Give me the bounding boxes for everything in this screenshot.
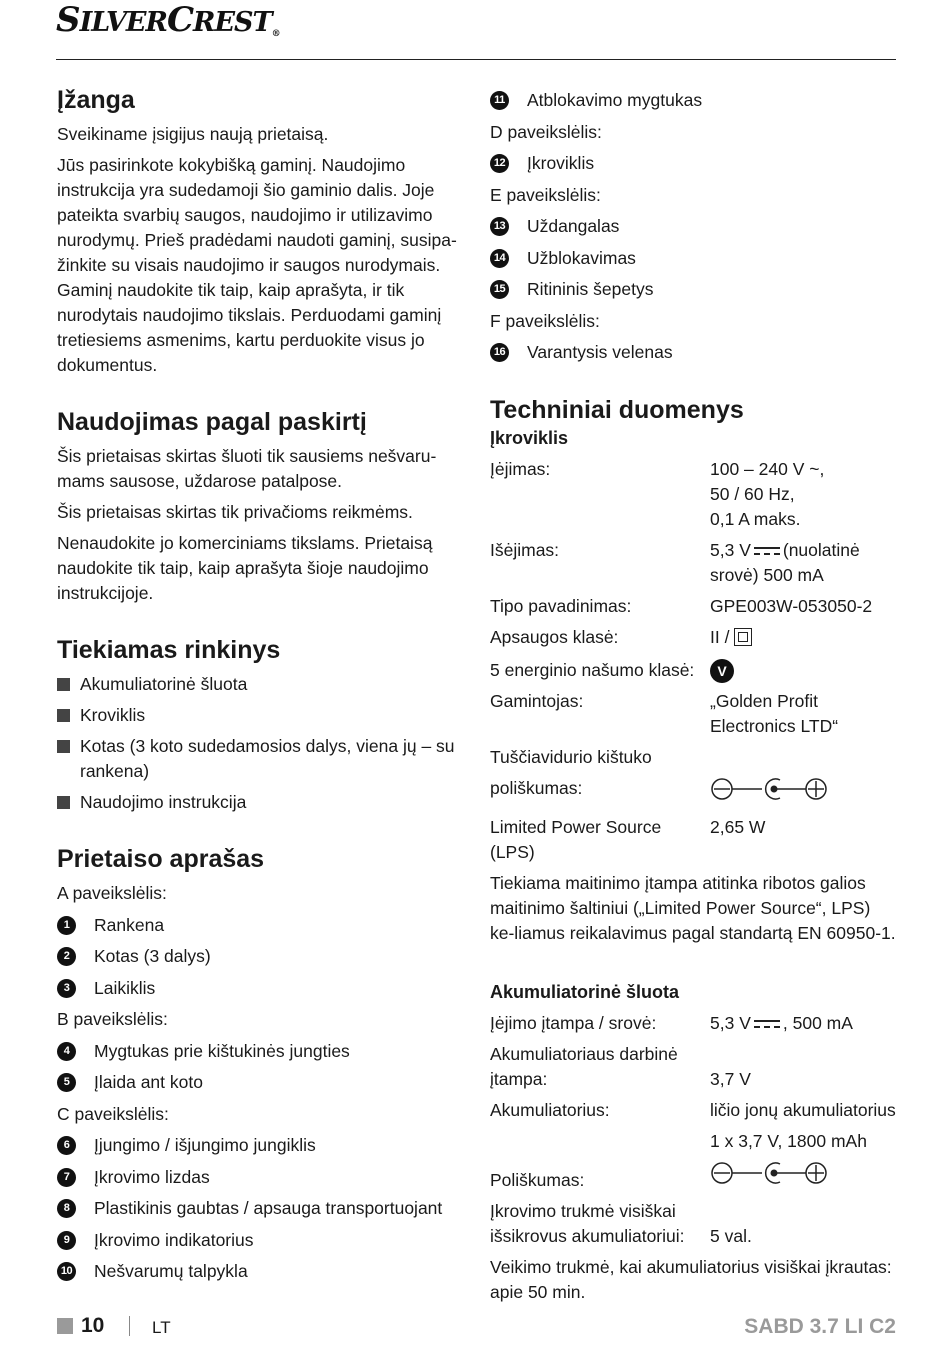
figure-label: B paveikslėlis:: [57, 1009, 168, 1029]
subsection-title-broom: Akumuliatorinė šluota: [490, 981, 680, 1002]
section-title-intro: Įžanga: [57, 86, 135, 114]
number-badge-icon: 2: [57, 947, 76, 966]
spec-row-polarity: poliškumas:: [490, 776, 898, 809]
footer-divider: [129, 1316, 130, 1336]
bullet-square-icon: [57, 678, 70, 691]
subsection-title-charger: Įkroviklis: [490, 427, 569, 448]
spec-row-battery: Akumuliatorius: ličio jonų akumuliatorius 1 x 3,7 V, 1800 mAh: [490, 1099, 896, 1151]
polarity-icon: [710, 1160, 830, 1186]
number-badge-icon: 3: [57, 979, 76, 998]
list-item: 11 Atblokavimo mygtukas: [490, 88, 898, 113]
list-item: 6 Įjungimo / išjungimo jungiklis: [57, 1133, 457, 1158]
spec-row-efficiency: 5 energinio našumo klasė: V: [490, 658, 898, 683]
list-item: 12 Įkroviklis: [490, 151, 898, 176]
list-item: Akumuliatorinė šluota: [57, 672, 457, 697]
section-title-tech: Techniniai duomenys: [490, 395, 744, 424]
protection-class-ii-icon: [734, 628, 752, 646]
number-badge-icon: 14: [490, 249, 509, 268]
spec-row-protection: Apsaugos klasė: II /: [490, 625, 898, 650]
number-badge-icon: 1: [57, 916, 76, 935]
spec-row-operating-voltage: Akumuliatoriaus darbinė įtampa: 3,7 V: [490, 1043, 751, 1089]
section-title-scope: Tiekiamas rinkinys: [57, 636, 281, 664]
spec-row-polarity-2: Poliškumas:: [490, 1160, 898, 1193]
number-badge-icon: 10: [57, 1262, 76, 1281]
list-item: 10 Nešvarumų talpykla: [57, 1259, 457, 1284]
number-badge-icon: 7: [57, 1168, 76, 1187]
spec-row-output: Išėjimas: 5,3 V (nuolatinė srovė) 500 mA: [490, 539, 860, 585]
number-badge-icon: 15: [490, 280, 509, 299]
spec-row-type: Tipo pavadinimas: GPE003W-053050-2: [490, 595, 873, 616]
use-paragraph-3: Nenaudokite jo komerciniams tikslams. Prietaisą naudokite tik taip, kaip aprašyta šioje naudojimo instrukcijoje.: [57, 533, 433, 603]
number-badge-icon: 13: [490, 217, 509, 236]
list-item: 1 Rankena: [57, 913, 457, 938]
list-item: 15 Ritininis šepetys: [490, 277, 898, 302]
lps-note: Tiekiama maitinimo įtampa atitinka ribotos galios maitinimo šaltiniui („Limited Power Source“, LPS) ke-liamus reikalavimus pagal standartą EN 60950-1.: [490, 872, 896, 943]
list-item: 14 Užblokavimas: [490, 246, 898, 271]
bullet-square-icon: [57, 796, 70, 809]
left-column: [57, 84, 457, 1291]
model-name: SABD 3.7 LI C2: [744, 1315, 896, 1338]
number-badge-icon: 4: [57, 1042, 76, 1061]
language-code: LT: [152, 1318, 171, 1337]
figure-label: A paveikslėlis:: [57, 883, 167, 903]
page-number: 10: [81, 1314, 105, 1337]
footer-square-icon: [57, 1318, 73, 1334]
number-badge-icon: 5: [57, 1073, 76, 1092]
polarity-icon: [710, 776, 830, 802]
bullet-square-icon: [57, 709, 70, 722]
list-item: 2 Kotas (3 dalys): [57, 944, 457, 969]
header-rule: [56, 59, 896, 60]
list-item: 8 Plastikinis gaubtas / apsauga transportuojant: [57, 1196, 457, 1221]
use-paragraph-2: Šis prietaisas skirtas tik privačioms reikmėms.: [57, 502, 413, 522]
section-title-use: Naudojimas pagal paskirtį: [57, 408, 367, 436]
list-item: Kotas (3 koto sudedamosios dalys, viena jų – su rankena): [57, 734, 457, 784]
list-item: 13 Uždangalas: [490, 214, 898, 239]
number-badge-icon: 11: [490, 91, 509, 110]
spec-row-polarity-label: Tuščiavidurio kištuko: [490, 746, 652, 767]
spec-row-manufacturer: Gamintojas: „Golden Profit Electronics LTD“: [490, 690, 839, 736]
list-item: Naudojimo instrukcija: [57, 790, 457, 815]
list-item: 3 Laikiklis: [57, 976, 457, 1001]
brand-logo: SILVERCREST®: [56, 0, 280, 40]
right-column: [490, 88, 898, 1305]
spec-row-input: Įėjimas: 100 – 240 V ~, 50 / 60 Hz, 0,1 A maks.: [490, 458, 825, 529]
figure-label: C paveikslėlis:: [57, 1103, 169, 1124]
use-paragraph-1: Šis prietaisas skirtas šluoti tik sausiems nešvaru-mams sausose, uždarose patalpose.: [57, 446, 437, 491]
list-item: 7 Įkrovimo lizdas: [57, 1165, 457, 1190]
section-title-description: Prietaiso aprašas: [57, 845, 265, 873]
spec-row-charge-time: Įkrovimo trukmė visiškai išsikrovus akumuliatoriui: 5 val.: [490, 1200, 752, 1246]
figure-label: D paveikslėlis:: [490, 121, 602, 142]
figure-label: F paveikslėlis:: [490, 310, 600, 331]
number-badge-icon: 16: [490, 343, 509, 362]
intro-paragraph-2: Jūs pasirinkote kokybišką gaminį. Naudojimo instrukcija yra sudedamoji šio gaminio dalis. Joje pateikta svarbių saugos, naudojimo ir utilizavimo nurodymų. Prieš pradėdami naudoti gaminį, susipa-žinkite su visais naudojimo ir saugos nurodymais. Gaminį naudokite tik taip, kaip aprašyta, ir tik nurodytais naudojimo tikslais. Perduodami gaminį tretiesiems asmenims, kartu perduokite visus jo dokumentus.: [57, 155, 457, 375]
dc-symbol-icon: [754, 1020, 780, 1028]
page-footer: [57, 1313, 896, 1341]
list-item: 5 Įlaida ant koto: [57, 1070, 457, 1095]
bullet-square-icon: [57, 740, 70, 753]
figure-label: E paveikslėlis:: [490, 184, 601, 205]
dc-symbol-icon: [754, 547, 780, 555]
run-time-note: Veikimo trukmė, kai akumuliatorius visiškai įkrautas: apie 50 min.: [490, 1256, 892, 1302]
number-badge-icon: 6: [57, 1136, 76, 1155]
number-badge-icon: 12: [490, 154, 509, 173]
list-item: Kroviklis: [57, 703, 457, 728]
intro-paragraph-1: Sveikiname įsigijus naują prietaisą.: [57, 124, 329, 144]
list-item: 16 Varantysis velenas: [490, 340, 898, 365]
spec-row-lps: Limited Power Source (LPS) 2,65 W: [490, 816, 766, 862]
number-badge-icon: 9: [57, 1231, 76, 1250]
list-item: 4 Mygtukas prie kištukinės jungties: [57, 1039, 457, 1064]
number-badge-icon: 8: [57, 1199, 76, 1218]
efficiency-v-icon: V: [710, 659, 734, 683]
list-item: 9 Įkrovimo indikatorius: [57, 1228, 457, 1253]
spec-row-input-voltage: Įėjimo įtampa / srovė: 5,3 V , 500 mA: [490, 1012, 853, 1033]
